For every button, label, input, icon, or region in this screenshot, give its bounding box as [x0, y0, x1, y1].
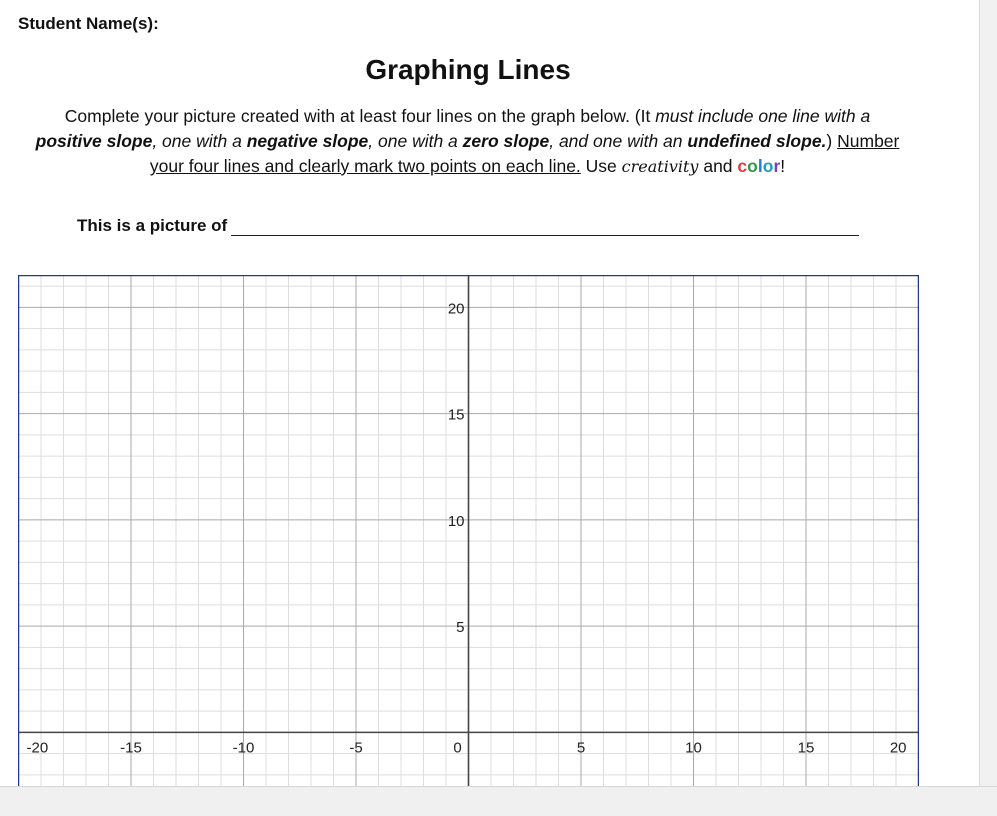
- x-tick-label: 20: [889, 739, 907, 757]
- y-tick-label: 15: [447, 406, 465, 424]
- x-tick-label: -20: [26, 739, 49, 757]
- picture-answer-blank[interactable]: [231, 217, 859, 236]
- x-tick-label: -10: [232, 739, 255, 757]
- x-tick-label: -5: [349, 739, 363, 757]
- right-scroll-gutter[interactable]: [979, 0, 997, 786]
- instr-number-lines: Number your four lines and clearly mark two points on each line.: [149, 131, 900, 176]
- instr-text-4: , one with a: [152, 131, 247, 151]
- instr-text-6: , one with a: [368, 131, 463, 151]
- picture-prompt-label: This is a picture of: [77, 216, 228, 235]
- student-name-label: Student Name(s):: [18, 14, 159, 33]
- color-letter: l: [757, 156, 763, 176]
- instr-undefined-slope: undefined slope.: [687, 131, 827, 151]
- instr-text-8: , and one with an: [549, 131, 688, 151]
- graph-svg[interactable]: [18, 275, 919, 786]
- instr-and: and: [703, 156, 733, 176]
- instr-exclaim: !: [780, 156, 786, 176]
- instr-creativity: creativity: [621, 157, 699, 176]
- bottom-status-bar: [0, 786, 997, 816]
- y-tick-label: 20: [447, 300, 465, 318]
- x-tick-label: -15: [120, 739, 142, 757]
- color-letter: o: [762, 156, 774, 176]
- instr-color-word: [737, 156, 780, 176]
- instr-italic-must: must include one line with a: [655, 106, 871, 126]
- x-tick-label: 10: [685, 739, 702, 757]
- picture-prompt-row: [77, 216, 859, 236]
- instr-negative-slope: negative slope: [246, 131, 369, 151]
- y-tick-label: 10: [447, 512, 465, 530]
- x-tick-label: 15: [797, 739, 815, 757]
- color-letter: r: [773, 156, 781, 176]
- instr-zero-slope: zero slope: [462, 131, 550, 151]
- color-letter: o: [747, 156, 758, 176]
- coordinate-graph[interactable]: [18, 275, 919, 786]
- instr-text-10: ): [826, 131, 833, 151]
- instr-positive-slope: positive slope: [35, 131, 153, 151]
- instructions-paragraph: [20, 104, 915, 179]
- color-letter: c: [737, 156, 748, 176]
- x-tick-label: 5: [576, 739, 586, 757]
- instr-text-1: Complete your picture created with at least four lines on the graph below. (It: [64, 106, 656, 126]
- x-tick-label: 0: [453, 739, 462, 757]
- instr-use: Use: [585, 156, 617, 176]
- y-tick-label: 5: [456, 619, 465, 637]
- page-title: Graphing Lines: [365, 54, 571, 85]
